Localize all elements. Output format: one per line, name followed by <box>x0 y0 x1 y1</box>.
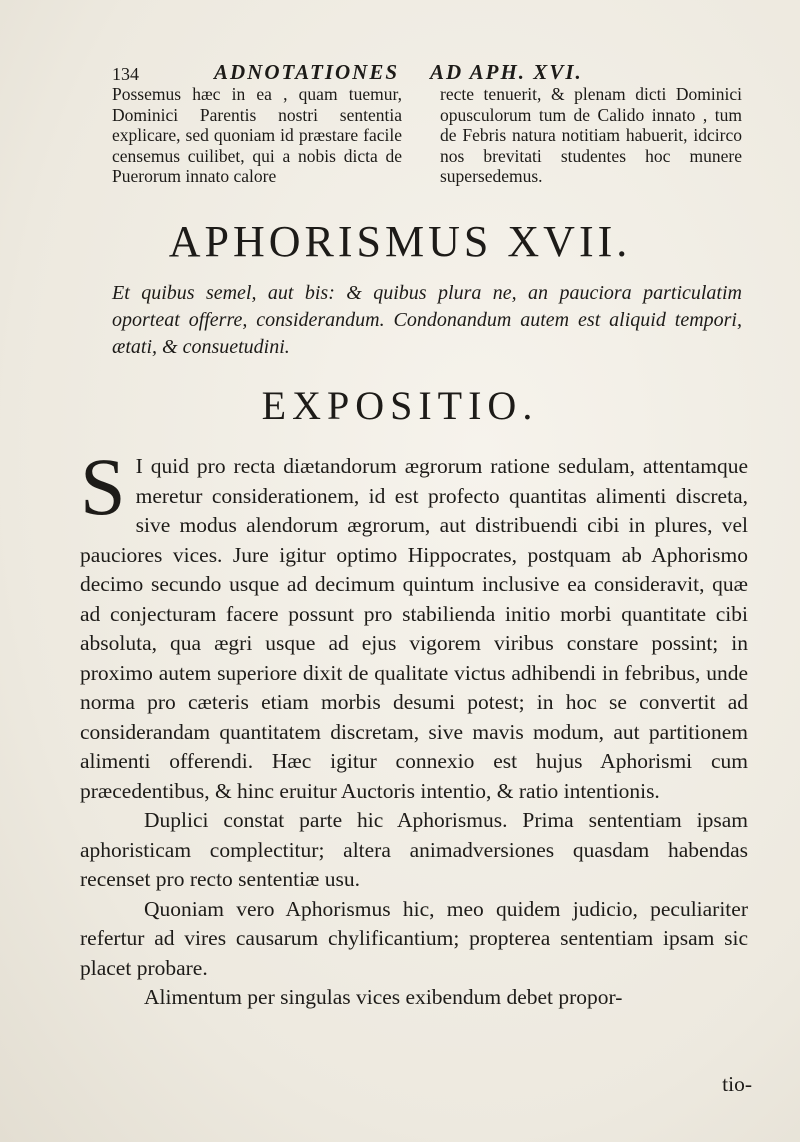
header-left-title: ADNOTATIONES <box>214 60 400 84</box>
header-right-title: AD APH. XVI. <box>430 60 583 84</box>
aphorism-text-block <box>112 280 742 361</box>
page-number: 134 <box>112 64 139 84</box>
notes-column-right <box>440 84 742 187</box>
expositio-paragraph-1 <box>80 441 748 806</box>
running-header <box>112 60 632 86</box>
expositio-paragraph-4: Alimentum per singulas vices exibendum debet propor- <box>144 985 623 1009</box>
notes-left-text: Possemus hæc in ea , quam tuemur, Dominici Parentis nostri sententia explicare, sed quoniam id præstare facile censemus cuilibet, qui a nobis dicta de Puerorum innato calore <box>112 84 402 186</box>
aphorism-text: Et quibus semel, aut bis: & quibus plura ne, an pauciora particulatim oporteat offerre, considerandum. Condonandum autem est aliquid tempori, ætati, & consuetudini. <box>112 282 742 358</box>
expositio-body <box>80 441 748 1013</box>
expositio-paragraph-2: Duplici constat parte hic Aphorismus. Prima sententiam ipsam aphoristicam complectitur; altera animadversiones quasdam habendas recenset pro recto sententiæ usu. <box>80 808 748 891</box>
drop-cap: S <box>80 441 126 532</box>
paragraph-1-text: I quid pro recta diætandorum ægrorum ratione sedulam, attentamque meretur considerationem, id est profecto quantitas alimenti discreta, sive modus alendorum ægrorum, aut distribuendi cibi in plures, vel pauciores vices. Jure igitur optimo Hippocrates, postquam ab Aphorismo decimo secundo usque ad decimum quintum inclusive ea consideravit, quæ ad conjecturam facere possunt pro stabilienda initio morbi quantitate cibi absoluta, qua ægri usque ad ejus vigorem viribus constare possint; in proximo autem superiore dixit de qualitate victus adhibendi in febribus, unde norma pro cæteris etiam morbis desumi potest; in hoc se convertit ad considerandam quantitatem discretam, sive mavis modum, aut partitionem alimenti offerendi. Hæc igitur connexio est hujus Aphorismi cum præcedentibus, & hinc eruitur Auctoris intentio, & ratio intentionis. <box>80 454 748 803</box>
notes-right-text: recte tenuerit, & plenam dicti Dominici opusculorum tum de Calido innato , tum de Febris natura notitiam habuerit, idcirco nos brevitati studentes hoc munere supersedemus. <box>440 84 742 186</box>
expositio-title: EXPOSITIO. <box>261 383 539 428</box>
aphorism-title: APHORISMUS XVII. <box>168 217 632 266</box>
catchword: tio- <box>722 1072 752 1096</box>
notes-column-left <box>112 84 402 187</box>
expositio-paragraph-3: Quoniam vero Aphorismus hic, meo quidem judicio, peculiariter refertur ad vires causarum chylificantium; propterea sententiam ipsam sic placet probare. <box>80 896 748 980</box>
